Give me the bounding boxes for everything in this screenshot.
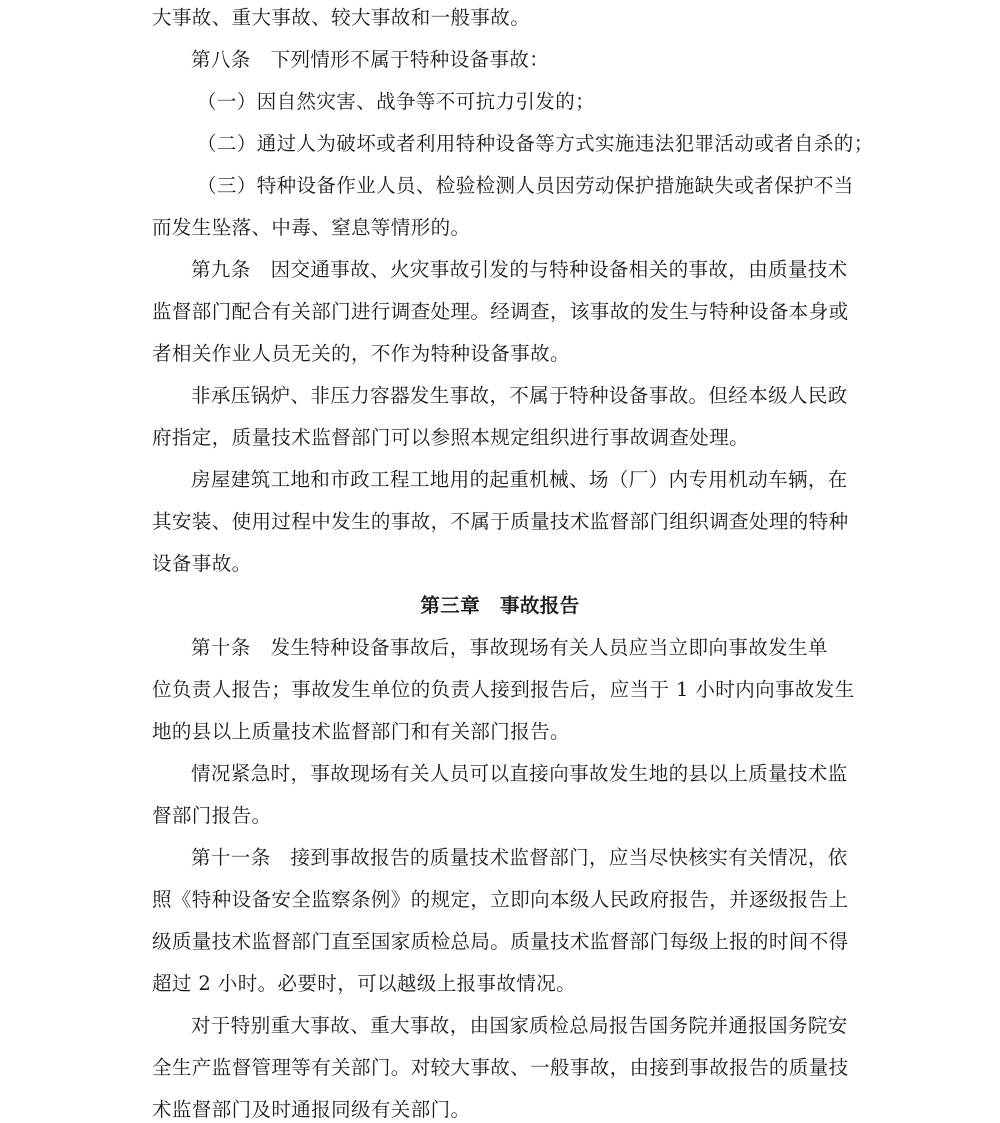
article-11-line-3: 级质量技术监督部门直至国家质检总局。质量技术监督部门每级上报的时间不得 xyxy=(152,930,849,953)
article-9-line-2: 监督部门配合有关部门进行调查处理。经调查，该事故的发生与特种设备本身或 xyxy=(152,300,849,323)
article-10-line-3: 地的县以上质量技术监督部门和有关部门报告。 xyxy=(152,720,570,743)
paragraph-major-accident-line-2: 全生产监督管理等有关部门。对较大事故、一般事故，由接到事故报告的质量技 xyxy=(152,1056,849,1079)
paragraph-construction-line-1: 房屋建筑工地和市政工程工地用的起重机械、场（厂）内专用机动车辆，在 xyxy=(191,468,848,491)
chapter-heading: 第三章 事故报告 xyxy=(420,594,580,617)
paragraph-emergency-line-2: 督部门报告。 xyxy=(152,804,272,827)
paragraph-emergency-line-1: 情况紧急时，事故现场有关人员可以直接向事故发生地的县以上质量技术监 xyxy=(191,762,848,785)
paragraph-major-accident-line-1: 对于特别重大事故、重大事故，由国家质检总局报告国务院并通报国务院安 xyxy=(191,1014,848,1037)
article-11-line-4: 超过 2 小时。必要时，可以越级上报事故情况。 xyxy=(152,972,577,995)
paragraph-major-accident-line-3: 术监督部门及时通报同级有关部门。 xyxy=(152,1098,471,1121)
article-9-line-3: 者相关作业人员无关的，不作为特种设备事故。 xyxy=(152,342,570,365)
article-8-item-3-continued: 而发生坠落、中毒、窒息等情形的。 xyxy=(152,216,471,239)
paragraph-non-pressure-line-2: 府指定，质量技术监督部门可以参照本规定组织进行事故调查处理。 xyxy=(152,426,750,449)
paragraph-construction-line-2: 其安装、使用过程中发生的事故，不属于质量技术监督部门组织调查处理的特种 xyxy=(152,510,849,533)
paragraph-construction-line-3: 设备事故。 xyxy=(152,552,252,575)
paragraph-non-pressure-line-1: 非承压锅炉、非压力容器发生事故，不属于特种设备事故。但经本级人民政 xyxy=(191,384,848,407)
article-8-heading-line: 第八条 下列情形不属于特种设备事故： xyxy=(191,48,550,71)
article-8-item-3: （三）特种设备作业人员、检验检测人员因劳动保护措施缺失或者保护不当 xyxy=(197,174,854,197)
article-8-item-1: （一）因自然灾害、战争等不可抗力引发的； xyxy=(197,90,596,113)
article-11-line-1: 第十一条 接到事故报告的质量技术监督部门，应当尽快核实有关情况，依 xyxy=(191,846,848,869)
article-8-item-2: （二）通过人为破坏或者利用特种设备等方式实施违法犯罪活动或者自杀的； xyxy=(197,132,874,155)
article-11-line-2: 照《特种设备安全监察条例》的规定，立即向本级人民政府报告，并逐级报告上 xyxy=(152,888,849,911)
article-9-line-1: 第九条 因交通事故、火灾事故引发的与特种设备相关的事故，由质量技术 xyxy=(191,258,848,281)
article-10-line-1: 第十条 发生特种设备事故后，事故现场有关人员应当立即向事故发生单 xyxy=(191,636,828,659)
text-line-continuation: 大事故、重大事故、较大事故和一般事故。 xyxy=(152,6,531,29)
article-10-line-2: 位负责人报告；事故发生单位的负责人接到报告后，应当于 1 小时内向事故发生 xyxy=(152,678,855,701)
